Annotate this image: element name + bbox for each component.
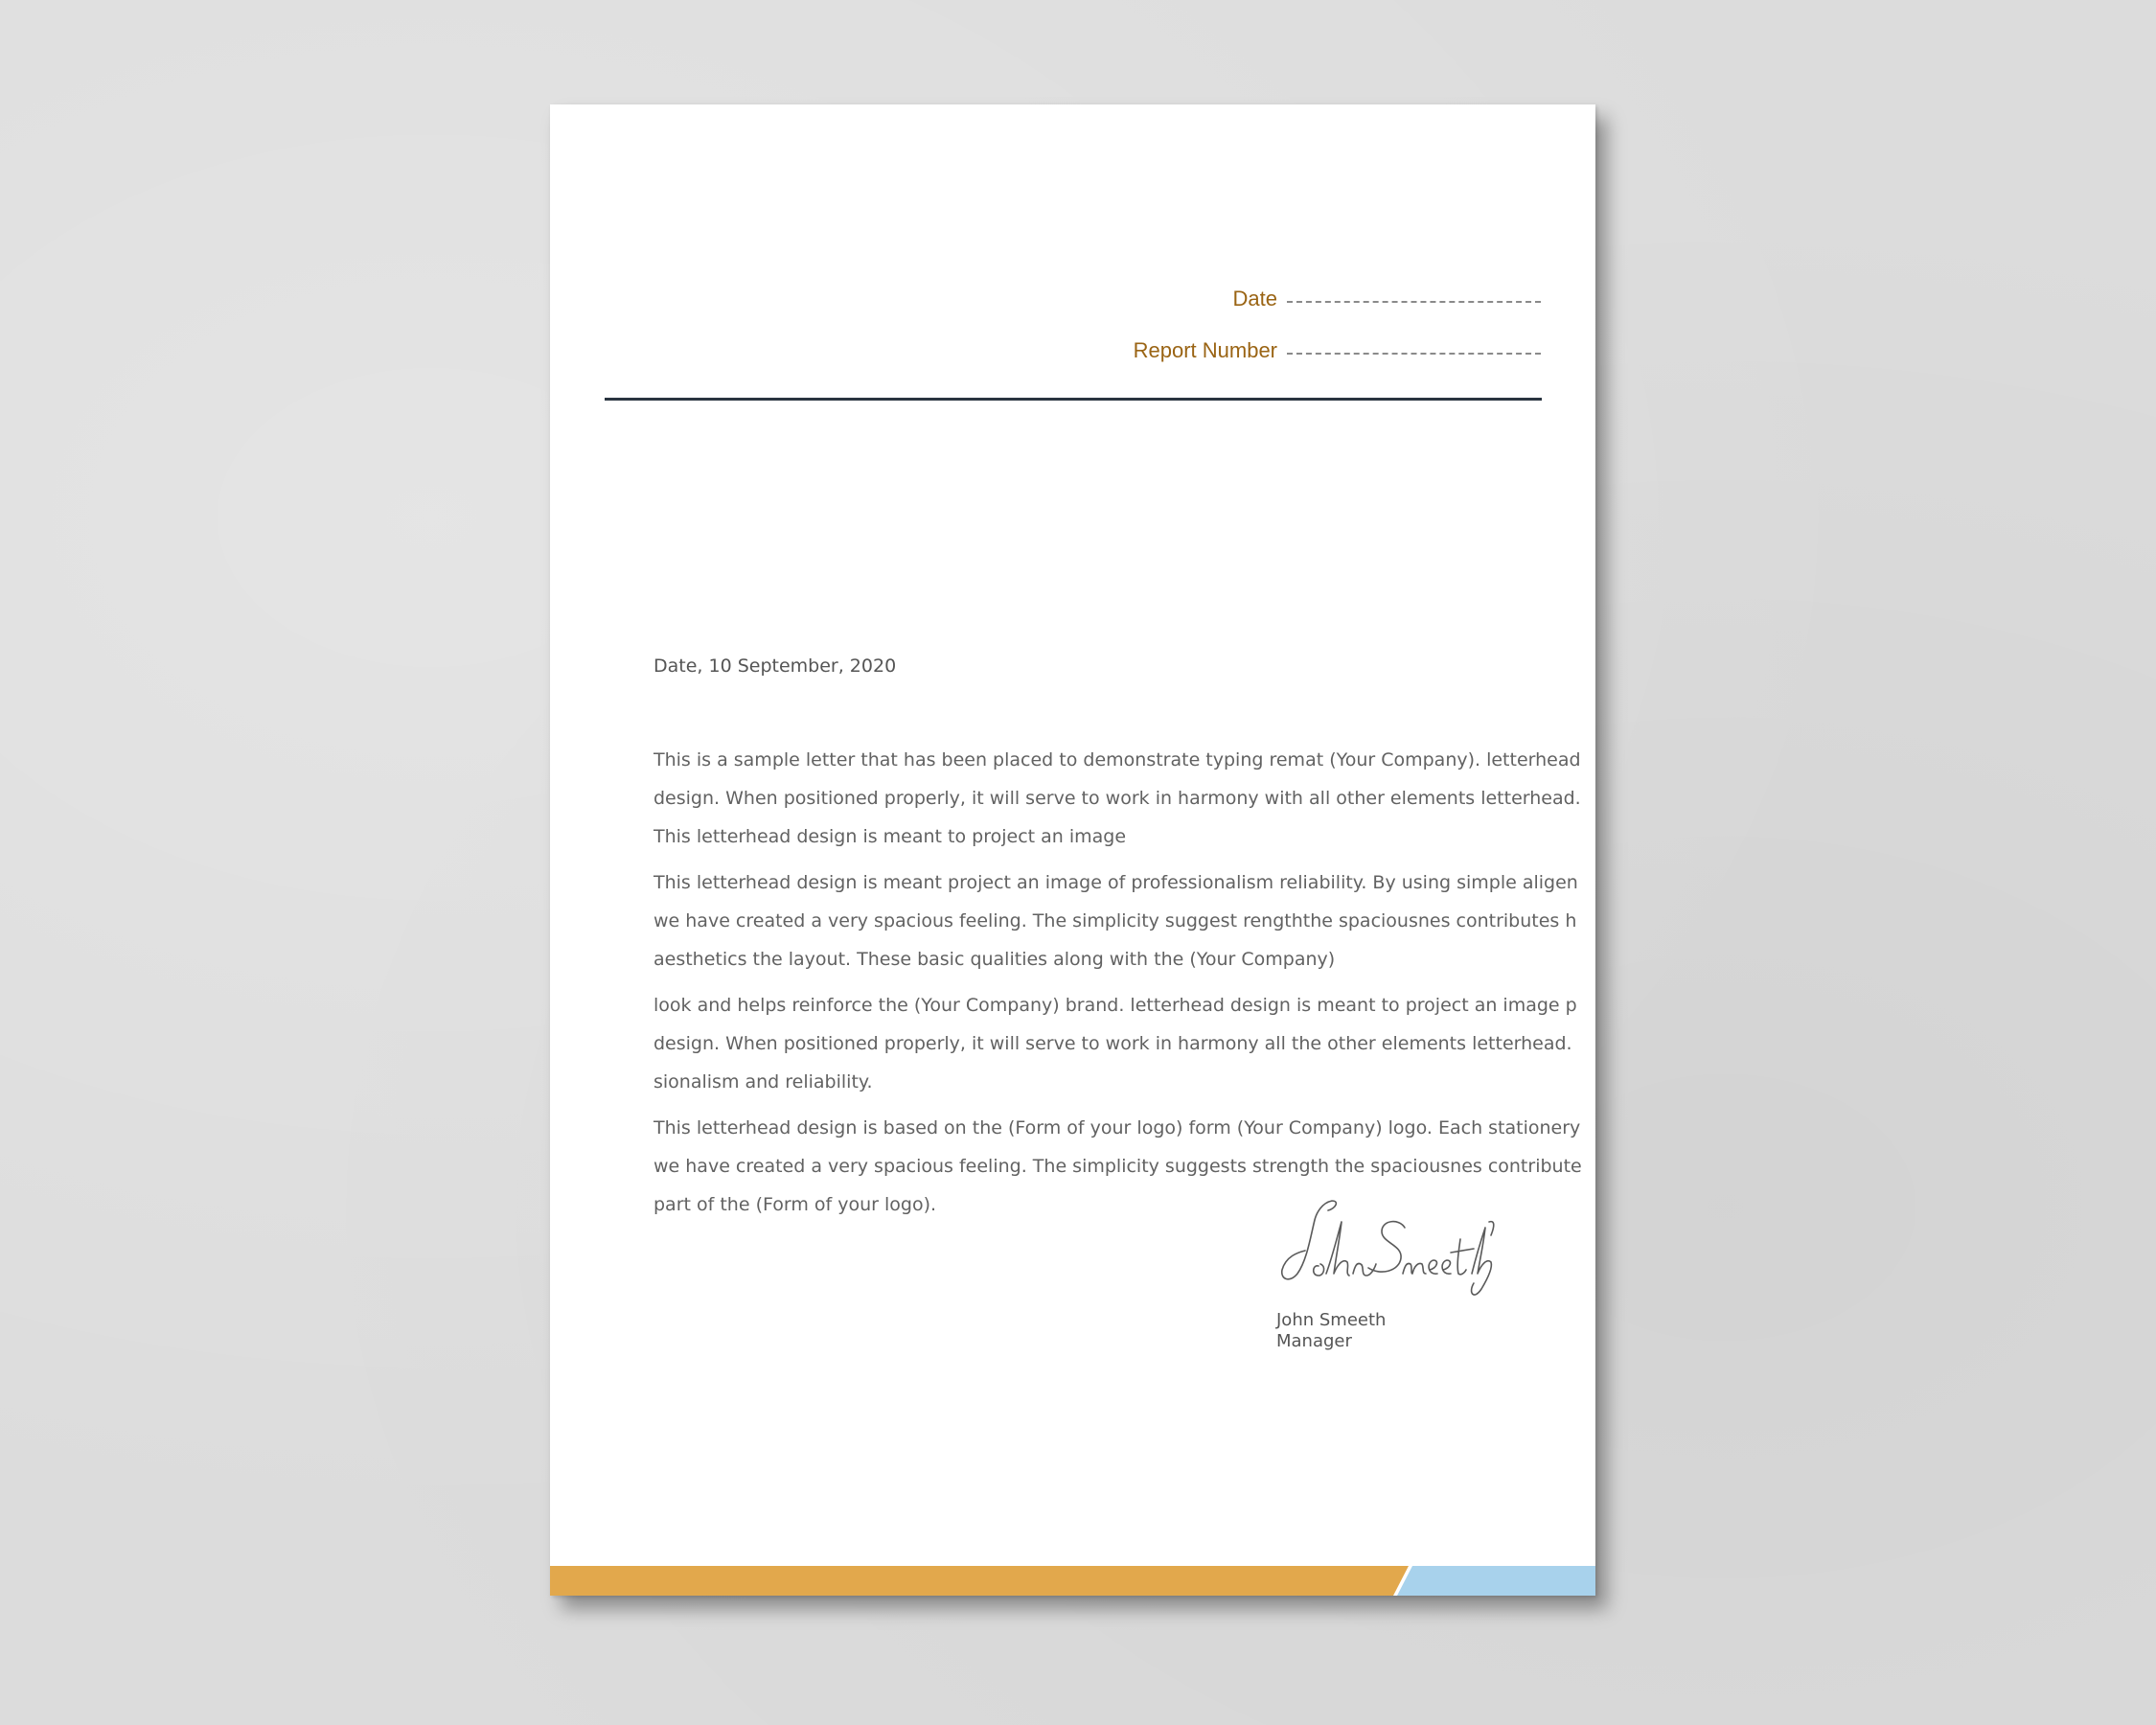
- report-number-blank: [1287, 353, 1541, 355]
- paragraph-1: [654, 741, 1581, 856]
- date-field-row: [1233, 287, 1541, 311]
- report-number-row: [1134, 338, 1541, 363]
- paragraph-3: [654, 986, 1577, 1101]
- date-field-label: Date: [1232, 287, 1277, 310]
- paragraph-line: sionalism and reliability.: [654, 1071, 873, 1092]
- paragraph-line: design. When positioned properly, it will serve to work in harmony with all other elements letterhead.: [654, 788, 1581, 809]
- paragraph-line: This letterhead design is based on the (Form of your logo) form (Your Company) logo. Each stationery: [654, 1117, 1581, 1138]
- footer-gold-stripe: [550, 1566, 1409, 1596]
- paragraph-line: part of the (Form of your logo).: [654, 1194, 937, 1215]
- paragraph-line: This letterhead design is meant to project an image: [654, 826, 1127, 847]
- date-field-blank: [1287, 301, 1541, 303]
- handwritten-signature: [1269, 1139, 1499, 1312]
- letter-date: Date, 10 September, 2020: [654, 656, 897, 677]
- footer-color-band: [550, 1566, 1595, 1596]
- paragraph-2: [654, 863, 1578, 978]
- letterhead-page: [550, 104, 1595, 1596]
- paragraph-line: we have created a very spacious feeling. The simplicity suggests strength the spaciousnes contribute: [654, 1156, 1582, 1177]
- paragraph-line: design. When positioned properly, it will serve to work in harmony all the other elements letterhead.: [654, 1033, 1572, 1054]
- footer-blue-stripe: [1397, 1566, 1595, 1596]
- paragraph-line: aesthetics the layout. These basic qualities along with the (Your Company): [654, 949, 1336, 970]
- paragraph-line: we have created a very spacious feeling. The simplicity suggest rengththe spaciousnes contributes h: [654, 910, 1577, 932]
- paragraph-line: This is a sample letter that has been placed to demonstrate typing remat (Your Company). letterhead: [654, 749, 1581, 770]
- signatory-title: Manager: [1276, 1331, 1352, 1351]
- header-divider: [605, 398, 1542, 401]
- report-number-label: Report Number: [1133, 338, 1277, 362]
- signatory-name: John Smeeth: [1276, 1310, 1387, 1330]
- signature-block: [1276, 1139, 1506, 1351]
- paragraph-line: look and helps reinforce the (Your Company) brand. letterhead design is meant to project an image p: [654, 995, 1577, 1016]
- paragraph-line: This letterhead design is meant project an image of professionalism reliability. By using simple aligen: [654, 872, 1578, 893]
